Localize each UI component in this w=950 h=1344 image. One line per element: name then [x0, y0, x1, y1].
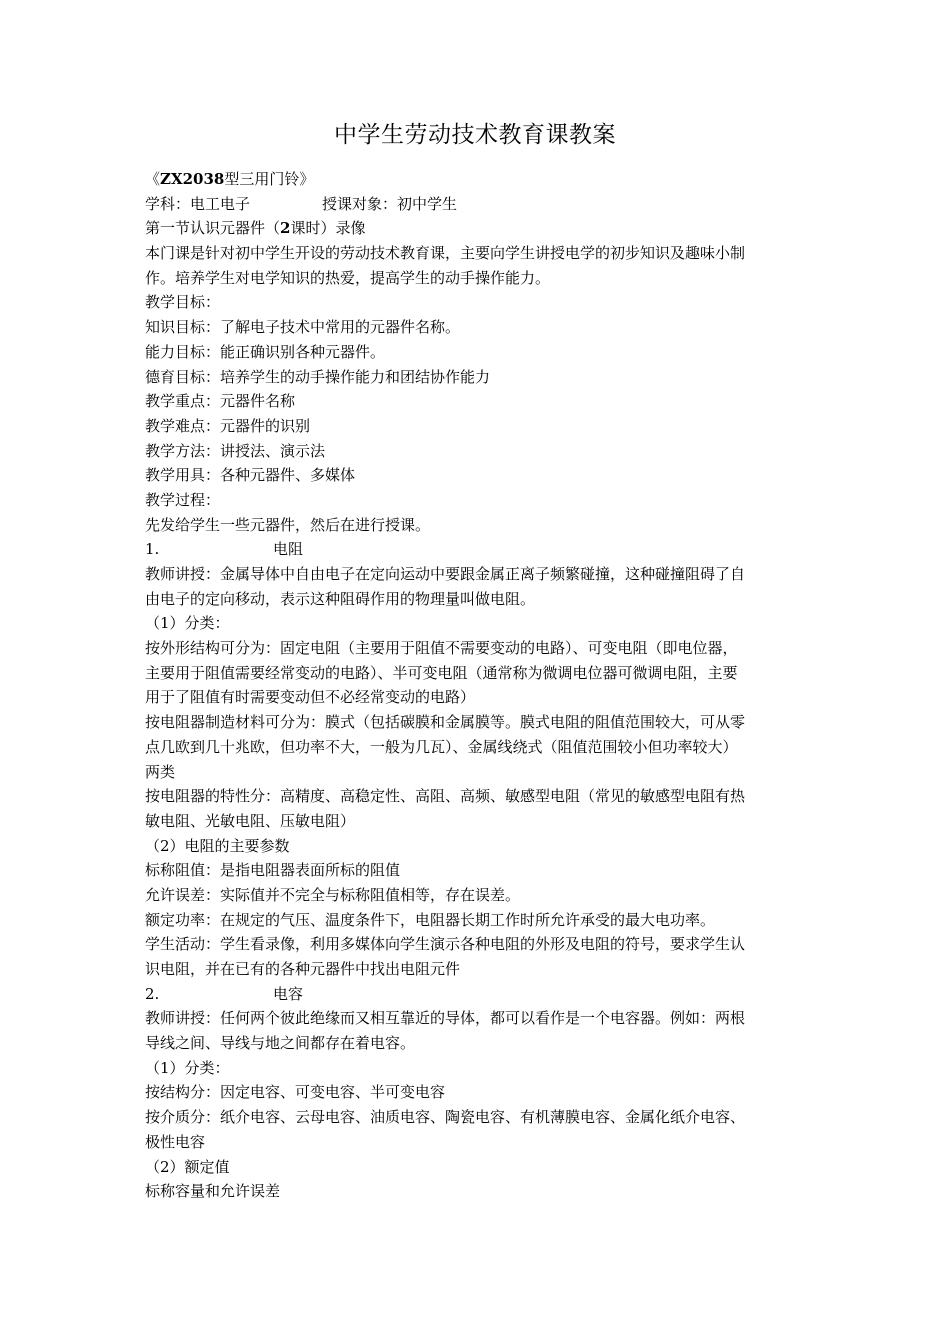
paragraph-line: 两类	[145, 762, 176, 781]
paragraph-line: 按结构分：因定电容、可变电容、半可变电容	[145, 1083, 446, 1102]
paragraph-line: 学生活动：学生看录像，利用多媒体向学生演示各种电阻的外形及电阻的符号，要求学生认	[145, 935, 746, 954]
paragraph-line: 教学用具：各种元器件、多媒体	[145, 466, 356, 485]
item-number: 2.	[145, 984, 160, 1003]
paragraph-line: 教学方法：讲授法、演示法	[145, 441, 326, 460]
paragraph-line: 教学重点：元器件名称	[145, 392, 296, 411]
item-number: 1.	[145, 540, 160, 559]
numbered-item-resistor	[145, 537, 817, 562]
paragraph-line: 按电阻器的特性分：高精度、高稳定性、高阻、高频、敏感型电阻（常见的敏感型电阻有热	[145, 787, 746, 806]
section-heading	[145, 216, 817, 241]
course-code: ZX2038	[160, 170, 225, 188]
paragraph-line: 按电阻器制造材料可分为：膜式（包括碳膜和金属膜等。膜式电阻的阻值范围较大，可从零	[145, 713, 746, 732]
document-title: 中学生劳动技术教育课教案	[334, 122, 616, 148]
section-post: 课时）录像	[290, 219, 366, 238]
paragraph-line: 由电子的定向移动，表示这种阻碍作用的物理量叫做电阻。	[145, 589, 536, 608]
paragraph-line: 先发给学生一些元器件，然后在进行授课。	[145, 515, 431, 534]
paragraph-line: 极性电容	[145, 1132, 206, 1151]
paragraph-line: 导线之间、导线与地之间都存在着电容。	[145, 1034, 416, 1053]
paragraph-line: 教学难点：元器件的识别	[145, 416, 311, 435]
paragraph-line: 德育目标：培养学生的动手操作能力和团结协作能力	[145, 367, 491, 386]
section-hours: 2	[280, 219, 291, 238]
paragraph-line: 用于了阻值有时需要变动但不必经常变动的电路）	[145, 688, 476, 707]
paragraph-line: （1）分类：	[145, 614, 230, 633]
numbered-item-capacitor	[145, 982, 817, 1007]
course-name-line	[145, 167, 817, 192]
paragraph-line: 按外形结构可分为：固定电阻（主要用于阻值不需要变动的电路）、可变电阻（即电位器，	[145, 639, 738, 658]
audience-text: 授课对象：初中学生	[322, 194, 458, 213]
section-pre: 第一节认识元器件（	[145, 219, 281, 238]
paragraph-line: 作。培养学生对电学知识的热爱，提高学生的动手操作能力。	[145, 268, 551, 287]
paragraph-line: 允许误差：实际值并不完全与标称阻值相等，存在误差。	[145, 885, 521, 904]
paragraph-line: 教学目标：	[145, 293, 221, 312]
paragraph-line: （2）电阻的主要参数	[145, 836, 290, 855]
paragraph-line: 主要用于阻值需要经常变动的电路）、半可变电阻（通常称为微调电位器可微调电阻，主要	[145, 663, 738, 682]
paragraph-line: 标称容量和允许误差	[145, 1182, 281, 1201]
paragraph-line: （2）额定值	[145, 1157, 230, 1176]
paragraph-line: 能力目标：能正确识别各种元器件。	[145, 342, 386, 361]
paragraph-line: 识电阻，并在已有的各种元器件中找出电阻元件	[145, 960, 461, 978]
paragraph-line: 教师讲授：金属导体中自由电子在定向运动中要跟金属正离子频繁碰撞，这种碰撞阻碍了自	[145, 565, 746, 583]
paragraph-line: 知识目标：了解电子技术中常用的元器件名称。	[145, 318, 461, 337]
item-label: 电容	[273, 984, 304, 1003]
course-name-rest: 型三用门铃》	[224, 170, 315, 188]
item-label: 电阻	[273, 540, 304, 559]
paragraph-line: （1）分类：	[145, 1058, 230, 1077]
paragraph-line: 按介质分：纸介电容、云母电容、油质电容、陶瓷电容、有机薄膜电容、金属化纸介电容、	[145, 1108, 746, 1127]
document-body	[145, 167, 817, 1204]
paragraph-line: 本门课是针对初中学生开设的劳动技术教育课，主要向学生讲授电学的初步知识及趣味小制	[145, 244, 746, 263]
subject-text: 学科：电工电子	[145, 194, 251, 213]
paragraph-line: 标称阻值：是指电阻器表面所标的阻值	[145, 861, 401, 880]
paragraph-line: 点几欧到几十兆欧，但功率不大，一般为几瓦）、金属线绕式（阻值范围较小但功率较大）	[145, 737, 738, 756]
paragraph-line: 教学过程：	[145, 490, 221, 509]
subject-line	[145, 192, 817, 217]
paragraph-line: 教师讲授：任何两个彼此绝缘而又相互靠近的导体，都可以看作是一个电容器。例如：两根	[145, 1009, 746, 1028]
paragraph-line: 额定功率：在规定的气压、温度条件下，电阻器长期工作时所允许承受的最大电功率。	[145, 910, 716, 929]
paragraph-line: 敏电阻、光敏电阻、压敏电阻）	[145, 811, 356, 830]
course-open-bracket: 《	[145, 170, 161, 188]
